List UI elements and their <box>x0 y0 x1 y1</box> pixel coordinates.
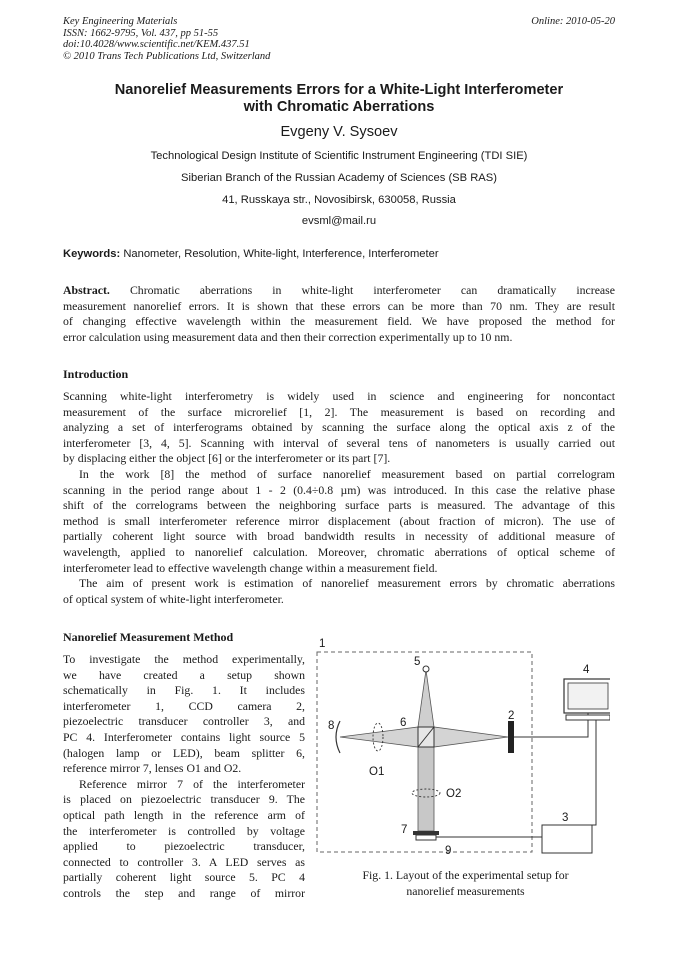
label-2: 2 <box>508 710 515 722</box>
section-heading-method: Nanorelief Measurement Method <box>63 630 234 644</box>
body-line: shift of the correlograms between the neighboring surface parts is measured. The advantage of this <box>63 498 615 513</box>
label-8: 8 <box>328 720 335 732</box>
copyright: © 2010 Trans Tech Publications Ltd, Switzerland <box>63 50 271 62</box>
abstract-label: Abstract. <box>63 283 110 297</box>
body-line: interferometer 1, CCD camera 2, <box>63 698 305 713</box>
title-line-2: with Chromatic Aberrations <box>243 99 435 115</box>
body-line: Scanning white-light interferometry is widely used in science and engineering for noncontact <box>63 389 615 403</box>
journal-name: Key Engineering Materials <box>63 16 178 27</box>
title-line-1: Nanorelief Measurements Errors for a White-Light Interferometer <box>114 82 564 98</box>
body-line: by displacing either the object [6] or the interferometer or its part [7]. <box>63 451 391 466</box>
body-line: applied to piezoelectric transducer, <box>63 839 305 854</box>
journal-header <box>63 16 270 62</box>
caption-line-1: Fig. 1. Layout of the experimental setup for <box>362 868 569 882</box>
affiliation-line: Siberian Branch of the Russian Academy of Sciences (SB RAS) <box>181 172 497 184</box>
object-arm-beam <box>340 727 418 747</box>
controller <box>542 825 592 853</box>
paper-title <box>63 82 615 116</box>
affiliation-line: 41, Russkaya str., Novosibirsk, 630058, Russia <box>222 194 456 206</box>
keywords-label: Keywords: <box>63 248 121 260</box>
label-7: 7 <box>401 824 408 836</box>
issn: ISSN: 1662-9795, Vol. 437, pp 51-55 <box>63 27 219 39</box>
section-heading-introduction: Introduction <box>63 367 129 381</box>
body-line: In the work [8] the method of surface nanorelief measurement based on partial correlogram <box>79 466 615 481</box>
online-date: Online: 2010-05-20 <box>531 16 615 27</box>
keywords <box>63 248 615 260</box>
body-line: scanning in the period range about 1 - 2 (0.4÷0.8 µm) was introduced. In this case the relative phase <box>63 482 615 497</box>
method-body <box>63 652 305 902</box>
abstract <box>63 283 615 345</box>
body-line: controls the step and range of mirror <box>63 885 305 900</box>
caption-line-2: nanorelief measurements <box>406 884 525 898</box>
author: Evgeny V. Sysoev <box>280 124 398 140</box>
body-line: optical path length in the reference arm of <box>63 807 305 822</box>
abstract-line: error calculation using measurement data and then their correction experimentally up to 10 nm. <box>63 329 513 344</box>
affiliation-line: Technological Design Institute of Scientific Instrument Engineering (TDI SIE) <box>150 150 528 162</box>
body-line: interferometer lead to effective wavelength change within a measurement field. <box>63 560 438 575</box>
abstract-line: Abstract. Chromatic aberrations in white-light interferometer can dramatically increase <box>63 283 615 297</box>
keywords-text: Nanometer, Resolution, White-light, Interference, Interferometer <box>123 248 439 260</box>
body-line: piezoelectric transducer controller 3, and <box>63 714 305 729</box>
body-line: the interferometer is controlled by voltage <box>63 823 305 838</box>
body-line: Reference mirror 7 of the interferometer <box>79 776 305 791</box>
body-line: schematically in Fig. 1. It includes <box>63 683 305 698</box>
label-3: 3 <box>562 812 569 824</box>
body-line: we have created a setup shown <box>63 667 305 682</box>
label-o2: O2 <box>446 788 462 800</box>
body-line: partially coherent light source with broad bandwidth results in necessity of additional measure of <box>63 529 615 544</box>
setup-diagram <box>310 635 610 860</box>
body-line: The aim of present work is estimation of nanorelief measurement errors by chromatic aberrations <box>79 576 615 591</box>
introduction-body <box>63 389 615 607</box>
body-line: measurement of the surface microrelief [1, 2]. The measurement is based on recording and <box>63 404 615 419</box>
abstract-line: of changing effective wavelength within the measurement field. We have proposed the method for <box>63 314 615 329</box>
author-email: evsml@mail.ru <box>301 215 377 227</box>
body-line: PC 4. Interferometer contains light source 5 <box>63 729 305 744</box>
piezo-transducer <box>416 835 436 840</box>
wire-controller-pc <box>592 715 606 825</box>
camera-beam <box>434 727 508 747</box>
body-line: (halogen lamp or LED), beam splitter 6, <box>63 745 305 760</box>
label-5: 5 <box>414 656 421 668</box>
doi: doi:10.4028/www.scientific.net/KEM.437.51 <box>63 39 250 50</box>
reference-mirror <box>413 831 439 835</box>
pc-screen <box>568 683 608 709</box>
label-6: 6 <box>400 717 407 729</box>
body-line: To investigate the method experimentally, <box>63 652 305 666</box>
label-1: 1 <box>319 638 326 650</box>
label-4: 4 <box>583 664 590 676</box>
pc-base <box>566 715 610 720</box>
light-source <box>423 666 429 672</box>
body-line: method is small interferometer reference mirror displacement (about fraction of micron). The use of <box>63 513 615 528</box>
label-o1: O1 <box>369 766 385 778</box>
body-line: of optical system of white-light interferometer. <box>63 591 284 606</box>
abstract-line: measurement nanorelief errors. It is shown that these errors can be more than 70 nm. They are result <box>63 298 615 313</box>
body-line: interferometer [3, 4, 5]. Scanning with interval of several tens of nanometers is usually carried out <box>63 435 615 450</box>
body-line: partially coherent light source 5. PC 4 <box>63 870 305 885</box>
body-line: analyzing a set of interferograms obtained by scanning the surface along the optical axis z of the <box>63 420 615 435</box>
body-line: connected to controller 3. A LED serves as <box>63 854 305 869</box>
object-surface <box>336 721 340 753</box>
figure-caption <box>333 867 598 899</box>
body-line: reference mirror 7, lenses O1 and O2. <box>63 761 242 776</box>
source-beam <box>418 670 434 727</box>
label-9: 9 <box>445 845 452 857</box>
body-line: wavelength, applied to nanorelief calculation. Moreover, chromatic aberrations of optical scheme of <box>63 544 615 559</box>
ccd-camera <box>508 721 514 753</box>
body-line: is placed on piezoelectric transducer 9. The <box>63 792 305 807</box>
